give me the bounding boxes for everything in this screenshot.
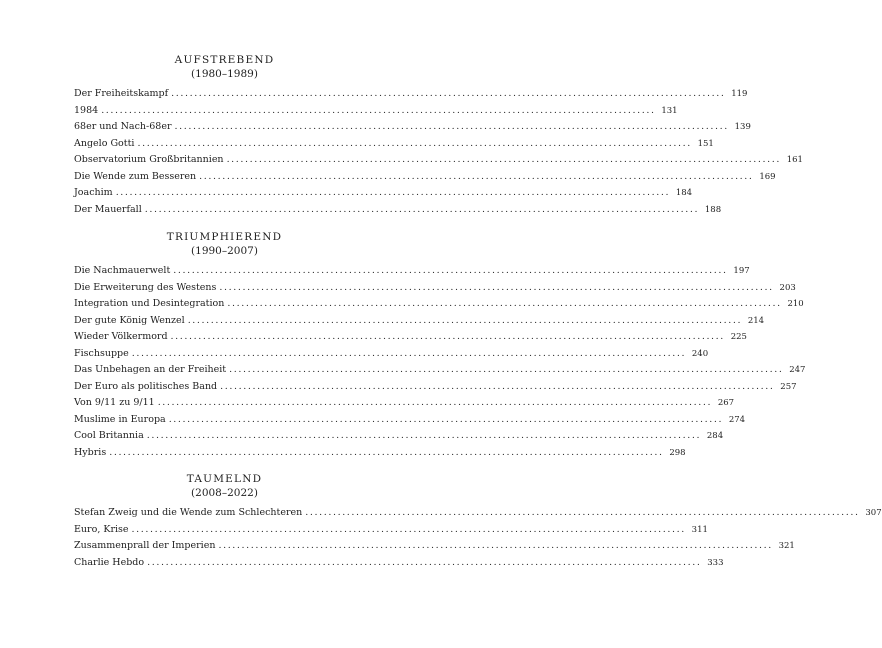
dot-leader: ........................................................................................................................	[187, 314, 743, 326]
toc-entry[interactable]	[74, 296, 804, 313]
dot-leader: ........................................................................................................................	[174, 121, 729, 132]
dot-leader: ........................................................................................................................	[109, 446, 664, 458]
toc-entry-title: Cool Britannia	[74, 430, 144, 441]
toc-entry-page: 321	[778, 541, 795, 551]
toc-entry-title: Observatorium Großbritannien	[74, 154, 224, 165]
toc-entry-page: 139	[734, 122, 751, 132]
toc-entry-page: 161	[786, 155, 803, 165]
toc-entry-page: 247	[789, 365, 806, 375]
toc-entry-page: 188	[704, 204, 722, 215]
dot-leader: ........................................................................................................................	[227, 298, 782, 309]
toc-entry-page: 203	[779, 282, 796, 293]
toc-entry-title: Euro, Krise	[74, 523, 129, 535]
toc-entry[interactable]	[74, 395, 735, 412]
dot-leader: ........................................................................................................................	[147, 556, 702, 568]
toc-entry-title: 1984	[74, 104, 99, 116]
section-title: TRIUMPHIEREND	[166, 231, 283, 243]
toc-entry[interactable]	[74, 103, 678, 120]
toc-entry-title: Der gute König Wenzel	[74, 314, 185, 326]
toc-entry[interactable]	[74, 169, 776, 186]
toc-entry-title: Die Nachmauerwelt	[74, 265, 171, 276]
toc-entry[interactable]	[74, 202, 722, 219]
dot-leader: ........................................................................................................................	[229, 364, 784, 375]
toc-entry[interactable]	[74, 263, 750, 280]
section-years: (2008–2022)	[191, 487, 258, 499]
dot-leader: ........................................................................................................................	[157, 397, 713, 408]
dot-leader: ........................................................................................................................	[101, 104, 656, 116]
toc-entry-page: 214	[747, 315, 765, 326]
toc-entry-title: Der Freiheitskampf	[74, 88, 169, 99]
toc-entry[interactable]	[74, 428, 724, 445]
dot-leader: ........................................................................................................................	[199, 170, 754, 182]
toc-entry-title: 68er und Nach-68er	[74, 121, 172, 132]
toc-entry-title: Zusammenprall der Imperien	[74, 540, 216, 551]
toc-entry-page: 333	[707, 557, 724, 568]
toc-entry-page: 197	[733, 266, 750, 276]
toc-entry[interactable]	[74, 362, 806, 379]
dot-leader: ........................................................................................................................	[146, 430, 702, 441]
toc-entry-title: Integration und Desintegration	[74, 298, 225, 309]
dot-leader: ........................................................................................................................	[171, 88, 726, 99]
dot-leader: ........................................................................................................................	[173, 265, 728, 276]
section-years: (1980–1989)	[191, 68, 258, 80]
toc-entry-page: 119	[731, 89, 748, 99]
toc-entry[interactable]	[74, 412, 746, 429]
dot-leader: ........................................................................................................................	[305, 507, 860, 518]
dot-leader: ........................................................................................................................	[219, 281, 774, 293]
section-title: TAUMELND	[186, 473, 263, 485]
dot-leader: ........................................................................................................................	[131, 347, 687, 359]
toc-entry-title: Der Euro als politisches Band	[74, 380, 218, 392]
dot-leader: ........................................................................................................................	[220, 380, 775, 392]
section-title: AUFSTREBEND	[174, 54, 275, 66]
toc-entry-page: 131	[661, 105, 678, 116]
section-aufstrebend	[74, 53, 803, 218]
dot-leader: ........................................................................................................................	[137, 137, 692, 149]
toc-entry-page: 151	[697, 138, 714, 149]
toc-list	[74, 263, 806, 461]
toc-entry-page: 284	[706, 431, 724, 441]
toc-entry-page: 169	[759, 171, 776, 182]
toc-list	[74, 505, 882, 571]
toc-entry-title: Fischsuppe	[74, 347, 129, 359]
toc-entry-title: Hybris	[74, 446, 107, 458]
toc-entry-page: 225	[730, 332, 747, 342]
toc-entry[interactable]	[74, 379, 797, 396]
toc-entry[interactable]	[74, 185, 693, 202]
toc-entry[interactable]	[74, 555, 724, 572]
toc-entry-title: Angelo Gotti	[74, 137, 135, 149]
toc-entry-page: 257	[780, 381, 797, 392]
toc-entry-title: Von 9/11 zu 9/11	[74, 397, 155, 408]
toc-entry[interactable]	[74, 346, 709, 363]
toc-entry[interactable]	[74, 313, 765, 330]
toc-entry-title: Wieder Völkermord	[74, 331, 168, 342]
toc-entry-title: Charlie Hebdo	[74, 556, 145, 568]
toc-entry-title: Die Erweiterung des Westens	[74, 281, 217, 293]
toc-entry[interactable]	[74, 136, 714, 153]
toc-entry-title: Die Wende zum Besseren	[74, 170, 197, 182]
toc-entry[interactable]	[74, 445, 686, 462]
dot-leader: ........................................................................................................................	[218, 540, 773, 551]
section-taumelnd	[74, 472, 882, 571]
toc-entry-title: Joachim	[74, 187, 113, 198]
dot-leader: ........................................................................................................................	[170, 331, 725, 342]
toc-entry[interactable]	[74, 152, 803, 169]
dot-leader: ........................................................................................................................	[131, 523, 686, 535]
toc-entry[interactable]	[74, 86, 748, 103]
toc-entry-title: Muslime in Europa	[74, 413, 166, 425]
toc-entry-page: 311	[691, 524, 708, 535]
section-triumphierend	[74, 230, 806, 461]
toc-list	[74, 86, 803, 218]
toc-entry[interactable]	[74, 538, 795, 555]
toc-entry[interactable]	[74, 522, 708, 539]
toc-entry[interactable]	[74, 280, 796, 297]
section-years: (1990–2007)	[191, 245, 258, 257]
dot-leader: ........................................................................................................................	[168, 413, 724, 425]
toc-entry-page: 298	[669, 447, 686, 458]
toc-entry-title: Stefan Zweig und die Wende zum Schlechteren	[74, 507, 303, 518]
toc-entry-page: 240	[691, 348, 709, 359]
dot-leader: ........................................................................................................................	[115, 187, 671, 198]
dot-leader: ........................................................................................................................	[144, 203, 700, 215]
toc-entry[interactable]	[74, 119, 751, 136]
toc-entry-title: Der Mauerfall	[74, 203, 142, 215]
toc-entry-title: Das Unbehagen an der Freiheit	[74, 364, 227, 375]
toc-entry[interactable]	[74, 505, 882, 522]
dot-leader: ........................................................................................................................	[226, 154, 781, 165]
toc-entry-page: 274	[728, 414, 746, 425]
toc-entry-page: 210	[787, 299, 804, 309]
toc-entry-page: 307	[865, 508, 882, 518]
toc-entry-page: 267	[717, 398, 735, 408]
toc-entry[interactable]	[74, 329, 747, 346]
toc-entry-page: 184	[675, 188, 693, 198]
